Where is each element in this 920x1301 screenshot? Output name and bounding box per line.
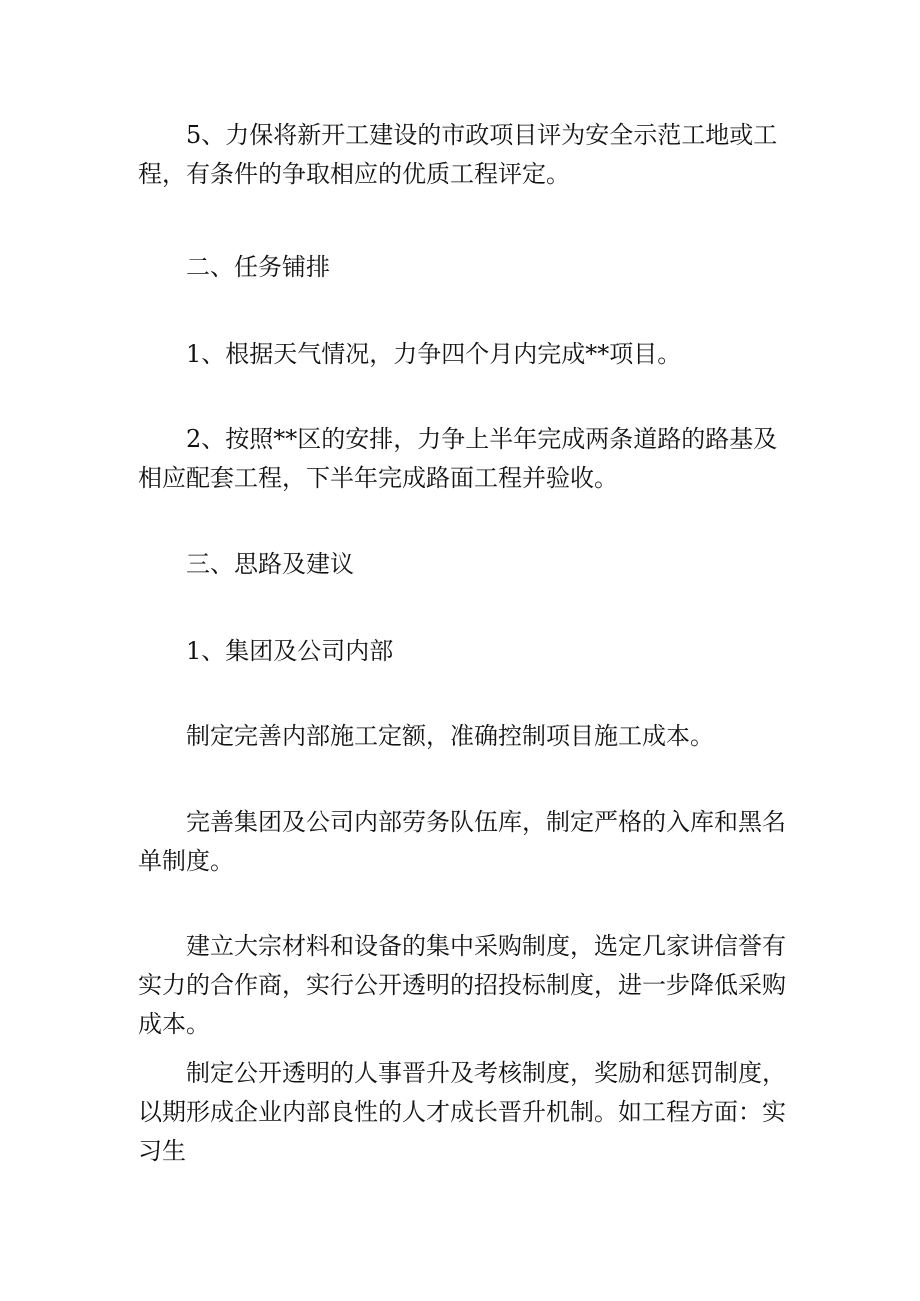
paragraph-personnel-promotion: 制定公开透明的人事晋升及考核制度，奖励和惩罚制度，以期形成企业内部良性的人才成长晋升机制。如工程方面：实习生 — [138, 1059, 786, 1165]
paragraph-labor-team-library: 完善集团及公司内部劳务队伍库，制定严格的入库和黑名单制度。 — [138, 808, 786, 875]
subsection-heading-internal: 1、集团及公司内部 — [186, 637, 394, 665]
paragraph-task-2: 2、按照**区的安排，力争上半年完成两条道路的路基及相应配套工程，下半年完成路面工程并验收。 — [138, 425, 778, 492]
paragraph-item-5-safety-goal: 5、力保将新开工建设的市政项目评为安全示范工地或工程，有条件的争取相应的优质工程评定。 — [138, 121, 778, 188]
section-heading-task-arrangement: 二、任务铺排 — [186, 253, 330, 281]
paragraph-central-procurement: 建立大宗材料和设备的集中采购制度，选定几家讲信誉有实力的合作商，实行公开透明的招投标制度，进一步降低采购成本。 — [138, 932, 786, 1038]
section-heading-ideas-suggestions: 三、思路及建议 — [186, 550, 354, 578]
paragraph-task-1: 1、根据天气情况，力争四个月内完成**项目。 — [186, 340, 682, 368]
paragraph-cost-quota: 制定完善内部施工定额，准确控制项目施工成本。 — [186, 722, 714, 750]
